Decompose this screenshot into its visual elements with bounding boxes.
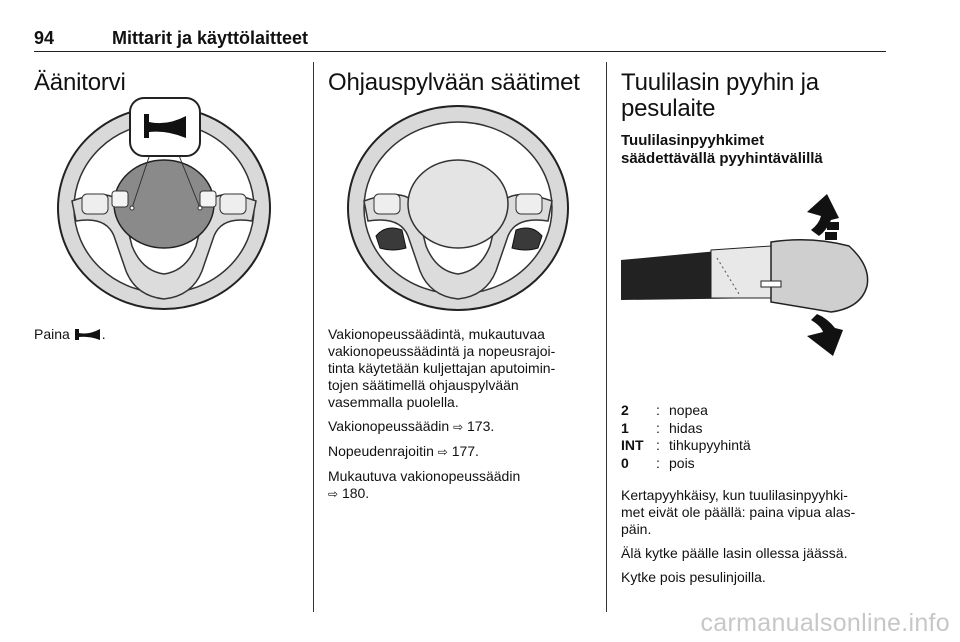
wiper-lever-figure	[621, 186, 881, 362]
column-wipers	[621, 62, 889, 168]
page-ref-arrow-icon: ⇨	[328, 487, 339, 501]
column-divider-1	[313, 62, 314, 612]
ice-warning: Älä kytke päälle lasin ollessa jäässä.	[621, 545, 848, 561]
horn-callout	[130, 98, 200, 156]
ref-speed-limiter[interactable]: Nopeudenrajoitin ⇨ 177.	[328, 443, 479, 459]
steering-wheel-controls-figure	[336, 96, 580, 314]
watermark: carmanualsonline.info	[700, 609, 950, 637]
legend-row: 0 : pois	[621, 454, 695, 471]
column-horn	[34, 62, 304, 96]
section-title-wipers: Tuulilasin pyyhin ja pesulaite	[621, 69, 819, 122]
header-rule	[34, 51, 886, 52]
section-title-steering-controls: Ohjauspylvään säätimet	[328, 69, 580, 96]
subsection-title-wipers: Tuulilasinpyyhkimet säädettävällä pyyhintävälillä	[621, 132, 823, 167]
ref-adaptive-cruise-control[interactable]: Mukautuva vakionopeussäädin ⇨ 180.	[328, 468, 521, 501]
wiper-positions-legend	[621, 402, 889, 472]
cruise-control-description: Vakionopeussäädintä, mukautuvaa vakionopeussäädintä ja nopeusrajoi- tinta käytetään kuljettajan aputoimin- tojen säätimellä ohjauspylvään vasemmalla puolella.	[328, 326, 556, 410]
page-header	[34, 28, 886, 50]
legend-row: 2 : nopea	[621, 402, 708, 418]
column-divider-2	[606, 62, 607, 612]
running-title: Mittarit ja käyttölaitteet	[112, 28, 309, 48]
wiper-instructions	[621, 487, 889, 586]
column-steering-controls	[328, 62, 598, 96]
car-wash-instruction: Kytke pois pesulinjoilla.	[621, 569, 766, 585]
legend-row: INT : tihkupyyhintä	[621, 437, 751, 453]
single-wipe-instruction: Kertapyyhkäisy, kun tuulilasinpyyhki- met eivät ole päällä: paina vipua alas- päin.	[621, 487, 856, 537]
steering-wheel-horn-figure	[52, 96, 280, 314]
section-title-horn: Äänitorvi	[34, 69, 126, 96]
page-number: 94	[34, 28, 55, 48]
ref-cruise-control[interactable]: Vakionopeussäädin ⇨ 173.	[328, 418, 495, 434]
page-ref-arrow-icon: ⇨	[453, 420, 464, 434]
steering-controls-text	[328, 326, 598, 503]
legend-row: 1 : hidas	[621, 419, 703, 436]
horn-instruction: Paina .	[34, 326, 106, 342]
horn-icon	[74, 327, 102, 341]
page-ref-arrow-icon: ⇨	[437, 445, 448, 459]
